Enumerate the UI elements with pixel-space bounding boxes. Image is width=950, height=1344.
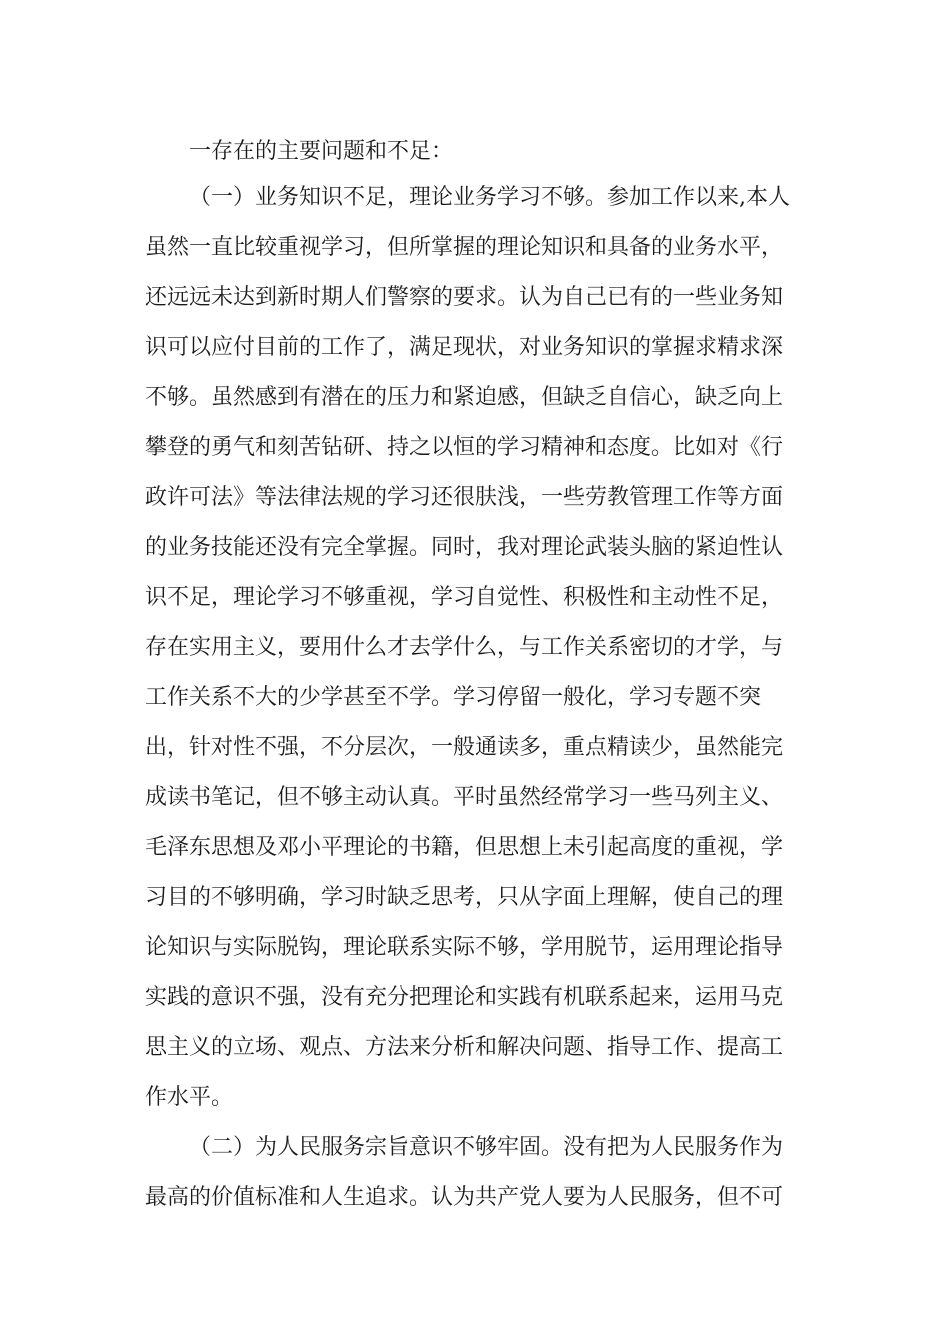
paragraph-1-line: 论知识与实际脱钩，理论联系实际不够，学用脱节，运用理论指导 xyxy=(145,935,784,960)
paragraph-1-line: 识不足，理论学习不够重视，学习自觉性、积极性和主动性不足， xyxy=(145,585,784,610)
paragraph-1-line: 思主义的立场、观点、方法来分析和解决问题、指导工作、提高工 xyxy=(145,1035,784,1060)
paragraph-1-line: 不够。虽然感到有潜在的压力和紧迫感，但缺乏自信心，缺乏向上 xyxy=(145,385,784,410)
paragraph-1-line: 虽然一直比较重视学习，但所掌握的理论知识和具备的业务水平， xyxy=(145,235,784,260)
paragraph-2-line: （二）为人民服务宗旨意识不够牢固。没有把为人民服务作为 xyxy=(189,1135,784,1160)
paragraph-1-line: 毛泽东思想及邓小平理论的书籍，但思想上未引起高度的重视，学 xyxy=(145,835,784,860)
paragraph-1-line: 作水平。 xyxy=(145,1085,234,1110)
paragraph-1-line: 习目的不够明确，学习时缺乏思考，只从字面上理解，使自己的理 xyxy=(145,885,784,910)
paragraph-1-line: 识可以应付目前的工作了，满足现状，对业务知识的掌握求精求深 xyxy=(145,335,784,360)
paragraph-1-line: （一）业务知识不足，理论业务学习不够。参加工作以来,本人 xyxy=(189,185,790,210)
paragraph-1-line: 工作关系不大的少学甚至不学。学习停留一般化，学习专题不突 xyxy=(145,685,762,710)
paragraph-1-line: 成读书笔记，但不够主动认真。平时虽然经常学习一些马列主义、 xyxy=(145,785,784,810)
paragraph-2-line: 最高的价值标准和人生追求。认为共产党人要为人民服务，但不可 xyxy=(145,1185,784,1210)
paragraph-1-line: 存在实用主义，要用什么才去学什么，与工作关系密切的才学，与 xyxy=(145,635,784,660)
paragraph-1-line: 出，针对性不强，不分层次，一般通读多，重点精读少，虽然能完 xyxy=(145,735,784,760)
paragraph-1-line: 政许可法》等法律法规的学习还很肤浅，一些劳教管理工作等方面 xyxy=(145,485,784,510)
paragraph-1-line: 实践的意识不强，没有充分把理论和实践有机联系起来，运用马克 xyxy=(145,985,784,1010)
section-heading: 一存在的主要问题和不足： xyxy=(189,139,454,164)
paragraph-1-line: 还远远未达到新时期人们警察的要求。认为自己已有的一些业务知 xyxy=(145,285,784,310)
paragraph-1-line: 的业务技能还没有完全掌握。同时，我对理论武装头脑的紧迫性认 xyxy=(145,535,784,560)
paragraph-1-line: 攀登的勇气和刻苦钻研、持之以恒的学习精神和态度。比如对《行 xyxy=(145,435,784,460)
